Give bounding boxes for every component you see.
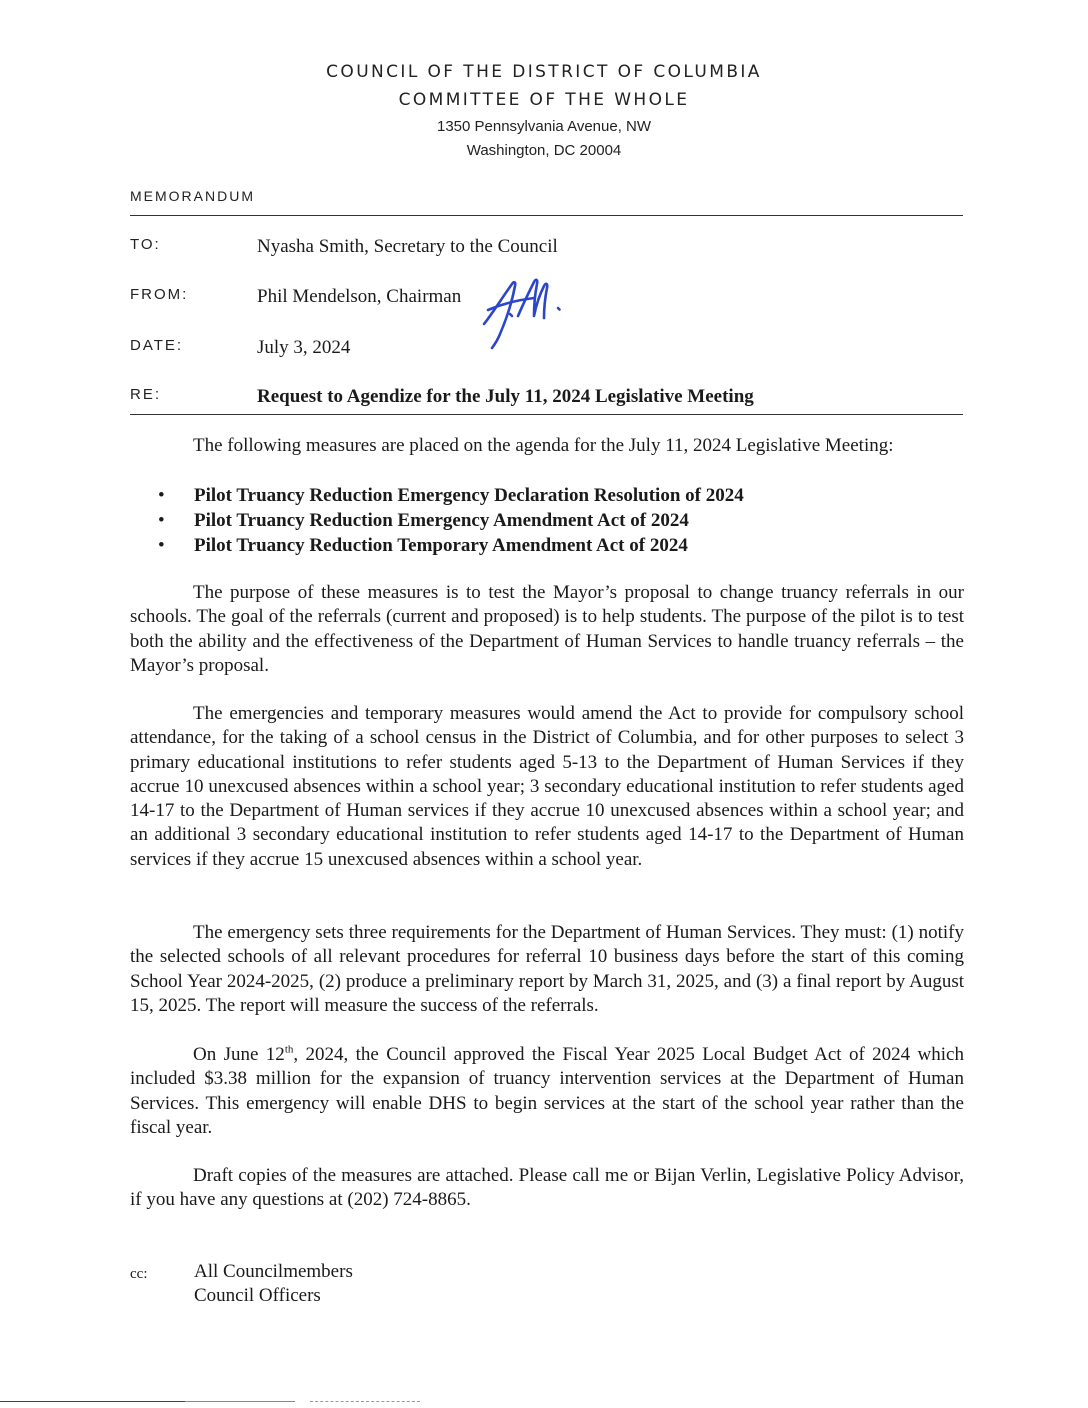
bullet-icon: • bbox=[158, 535, 165, 556]
from-value: Phil Mendelson, Chairman bbox=[257, 286, 462, 307]
re-label: RE: bbox=[130, 386, 162, 403]
to-value: Nyasha Smith, Secretary to the Council bbox=[257, 236, 558, 257]
footer-scan-line bbox=[185, 1401, 295, 1402]
footer-scan-line bbox=[0, 1401, 185, 1402]
cc-recipient: All Councilmembers bbox=[194, 1261, 353, 1282]
ordinal-suffix: th bbox=[284, 1043, 294, 1056]
measure-item bbox=[158, 483, 744, 508]
committee-name: COMMITTEE OF THE WHOLE bbox=[398, 90, 690, 110]
cc-label: cc: bbox=[130, 1266, 148, 1282]
budget-paragraph bbox=[130, 1043, 964, 1140]
to-label: TO: bbox=[130, 236, 161, 253]
footer-scan-line bbox=[310, 1401, 420, 1402]
measure-item bbox=[158, 508, 744, 533]
measure-item bbox=[158, 533, 744, 558]
measure-title: Pilot Truancy Reduction Temporary Amendment Act of 2024 bbox=[194, 535, 688, 556]
amendment-paragraph: The emergencies and temporary measures would amend the Act to provide for compulsory school attendance, for the taking of a school census in the District of Columbia, and for other purposes to select 3 primary educational institutions to refer students aged 5-13 to the Department of Human Services if they accrue 10 unexcused absences within a school year; 3 secondary educational institution to refer students aged 14-17 to the Department of Human services if they accrue 10 unexcused absences within a school year; and an additional 3 secondary educational institution to refer students aged 14-17 to the Department of Human services if they accrue 15 unexcused absences within a school year. bbox=[130, 703, 964, 870]
address-street: 1350 Pennsylvania Avenue, NW bbox=[436, 118, 652, 135]
bullet-icon: • bbox=[158, 485, 165, 506]
contact-paragraph: Draft copies of the measures are attached. Please call me or Bijan Verlin, Legislative Policy Advisor, if you have any questions at (202) 724-8865. bbox=[130, 1165, 964, 1211]
address-city: Washington, DC 20004 bbox=[466, 142, 622, 159]
budget-text-rest: , 2024, the Council approved the Fiscal Year 2025 Local Budget Act of 2024 which included $3.38 million for the expansion of truancy intervention services at the Department of Human Services. This emergency will enable DHS to begin services at the start of the school year rather than the fiscal year. bbox=[130, 1044, 964, 1138]
header-top-rule bbox=[130, 215, 963, 216]
header-bottom-rule bbox=[130, 414, 963, 415]
memorandum-label: MEMORANDUM bbox=[130, 188, 255, 204]
re-subject: Request to Agendize for the July 11, 2024 Legislative Meeting bbox=[257, 386, 754, 407]
requirements-paragraph: The emergency sets three requirements for the Department of Human Services. They must: (1) notify the selected schools of all relevant procedures for referral 10 business days before the start of this coming School Year 2024-2025, (2) produce a preliminary report by March 31, 2025, and (3) a final report by August 15, 2025. The report will measure the success of the referrals. bbox=[130, 922, 964, 1016]
budget-text-start: On June 12 bbox=[193, 1044, 285, 1065]
intro-paragraph: The following measures are placed on the agenda for the July 11, 2024 Legislative Meeting: bbox=[193, 435, 894, 456]
measures-list bbox=[158, 483, 744, 558]
date-value: July 3, 2024 bbox=[257, 337, 351, 358]
bullet-icon: • bbox=[158, 510, 165, 531]
cc-recipient: Council Officers bbox=[194, 1285, 321, 1306]
measure-title: Pilot Truancy Reduction Emergency Declaration Resolution of 2024 bbox=[194, 485, 744, 506]
date-label: DATE: bbox=[130, 337, 184, 354]
from-label: FROM: bbox=[130, 286, 189, 303]
measure-title: Pilot Truancy Reduction Emergency Amendment Act of 2024 bbox=[194, 510, 689, 531]
organization-name: COUNCIL OF THE DISTRICT OF COLUMBIA bbox=[326, 62, 762, 82]
cc-recipients bbox=[194, 1260, 353, 1308]
purpose-paragraph: The purpose of these measures is to test the Mayor’s proposal to change truancy referrals in our schools. The goal of the referrals (current and proposed) is to help students. The purpose of the pilot is to test both the ability and the effectiveness of the Department of Human Services to handle truancy referrals – the Mayor’s proposal. bbox=[130, 582, 964, 676]
handwritten-signature-icon bbox=[478, 272, 568, 352]
